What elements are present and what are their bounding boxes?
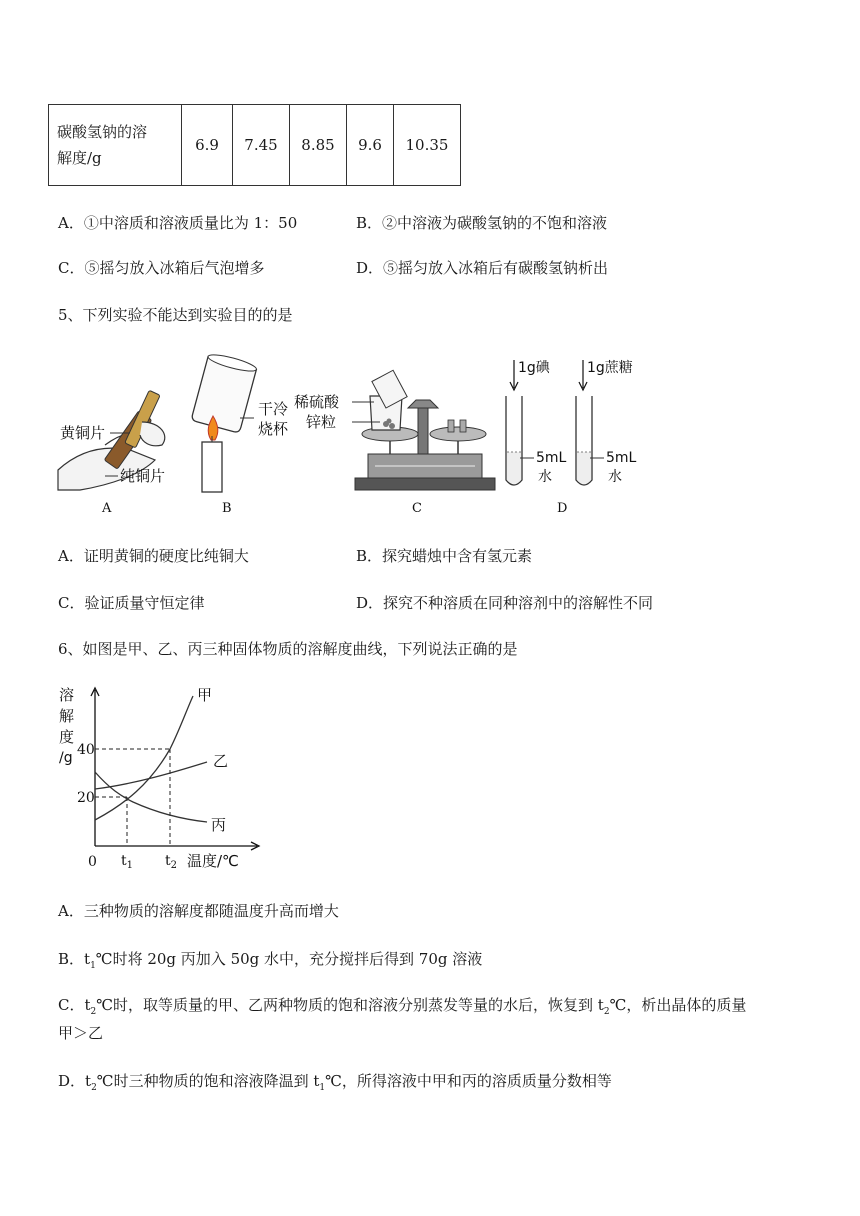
- ylabel-char: 溶: [59, 686, 75, 704]
- q4-option-d: D．⑤摇匀放入冰箱后有碳酸氢钠析出: [356, 259, 609, 277]
- figure-c: [294, 370, 495, 516]
- label-volume-2: 5mL: [606, 450, 637, 466]
- figure-d-label: D: [557, 501, 568, 516]
- q5-option-a: A．证明黄铜的硬度比纯铜大: [58, 547, 249, 565]
- figure-b-label: B: [222, 501, 232, 516]
- x-axis-label: 温度/℃: [187, 852, 239, 870]
- y-tick-40: 40: [77, 742, 95, 758]
- figure-c-label: C: [412, 501, 422, 516]
- q6-option-c-line2: 甲＞乙: [58, 1024, 104, 1042]
- solubility-curve-chart: [55, 684, 265, 876]
- curve-jia: [95, 696, 193, 820]
- table-cell: 6.9: [182, 105, 233, 186]
- q4-option-c: C．⑤摇匀放入冰箱后气泡增多: [58, 259, 265, 277]
- figure-a: [58, 390, 165, 516]
- label-zinc: 锌粒: [306, 413, 337, 431]
- y-tick-20: 20: [77, 790, 95, 806]
- q6-option-d: D．$t_2℃$时三种物质的饱和溶液降温到 $t_1℃$，所得溶液中甲和丙的溶质质量分数相等: [58, 1072, 612, 1093]
- ylabel-char: 解: [59, 707, 75, 725]
- origin-label: 0: [88, 854, 97, 870]
- figure-a-label: A: [102, 501, 112, 516]
- q6-option-b: B．$t_1℃$时将 20g 丙加入 50g 水中，充分搅拌后得到 70g 溶液: [58, 950, 483, 971]
- solubility-table: [48, 104, 461, 186]
- table-cell: 7.45: [233, 105, 290, 186]
- label-brass: 黄铜片: [60, 424, 106, 442]
- ylabel-char: /g: [59, 750, 73, 766]
- label-iodine: 1g碘: [518, 360, 550, 376]
- q5-option-d: D．探究不种溶质在同种溶剂中的溶解性不同: [356, 594, 654, 612]
- x-tick-t1: $t_1$: [121, 853, 134, 871]
- x-tick-t2: $t_2$: [165, 853, 178, 871]
- label-dilute-acid: 稀硫酸: [294, 393, 340, 411]
- q6-option-a: A．三种物质的溶解度都随温度升高而增大: [58, 902, 339, 920]
- row-label-line2: 解度/g: [57, 149, 102, 167]
- label-beaker: 烧杯: [258, 420, 289, 438]
- label-volume-1: 5mL: [536, 450, 567, 466]
- label-dry-cold: 干冷: [258, 400, 289, 418]
- q6-option-c: C．$t_2℃$时，取等质量的甲、乙两种物质的饱和溶液分别蒸发等量的水后，恢复到 $t_2℃$，析出晶体的质量: [58, 996, 747, 1017]
- q5-stem: 5、下列实验不能达到实验目的的是: [58, 306, 293, 324]
- q5-experiment-figure: [50, 350, 650, 520]
- q5-option-b: B．探究蜡烛中含有氢元素: [356, 547, 533, 565]
- label-water-1: 水: [538, 469, 552, 485]
- label-water-2: 水: [608, 469, 622, 485]
- table-row-label: [49, 105, 182, 186]
- table-cell: 8.85: [290, 105, 347, 186]
- table-cell: 10.35: [394, 105, 461, 186]
- table-cell: 9.6: [347, 105, 394, 186]
- series-label-jia: 甲: [197, 686, 213, 704]
- figure-d: [506, 359, 637, 516]
- series-label-yi: 乙: [213, 752, 229, 770]
- ylabel-char: 度: [59, 728, 75, 746]
- q6-stem: 6、如图是甲、乙、丙三种固体物质的溶解度曲线，下列说法正确的是: [58, 640, 518, 658]
- q5-option-c: C．验证质量守恒定律: [58, 594, 205, 612]
- q4-option-b: B．②中溶液为碳酸氢钠的不饱和溶液: [356, 214, 608, 232]
- q4-option-a: A．①中溶质和溶液质量比为 1：50: [58, 214, 298, 232]
- series-label-bing: 丙: [211, 816, 227, 834]
- figure-b: [191, 352, 289, 516]
- label-copper: 纯铜片: [120, 467, 166, 485]
- table-row: [49, 105, 461, 186]
- row-label-line1: 碳酸氢钠的溶: [57, 123, 148, 141]
- label-sucrose: 1g蔗糖: [587, 360, 633, 376]
